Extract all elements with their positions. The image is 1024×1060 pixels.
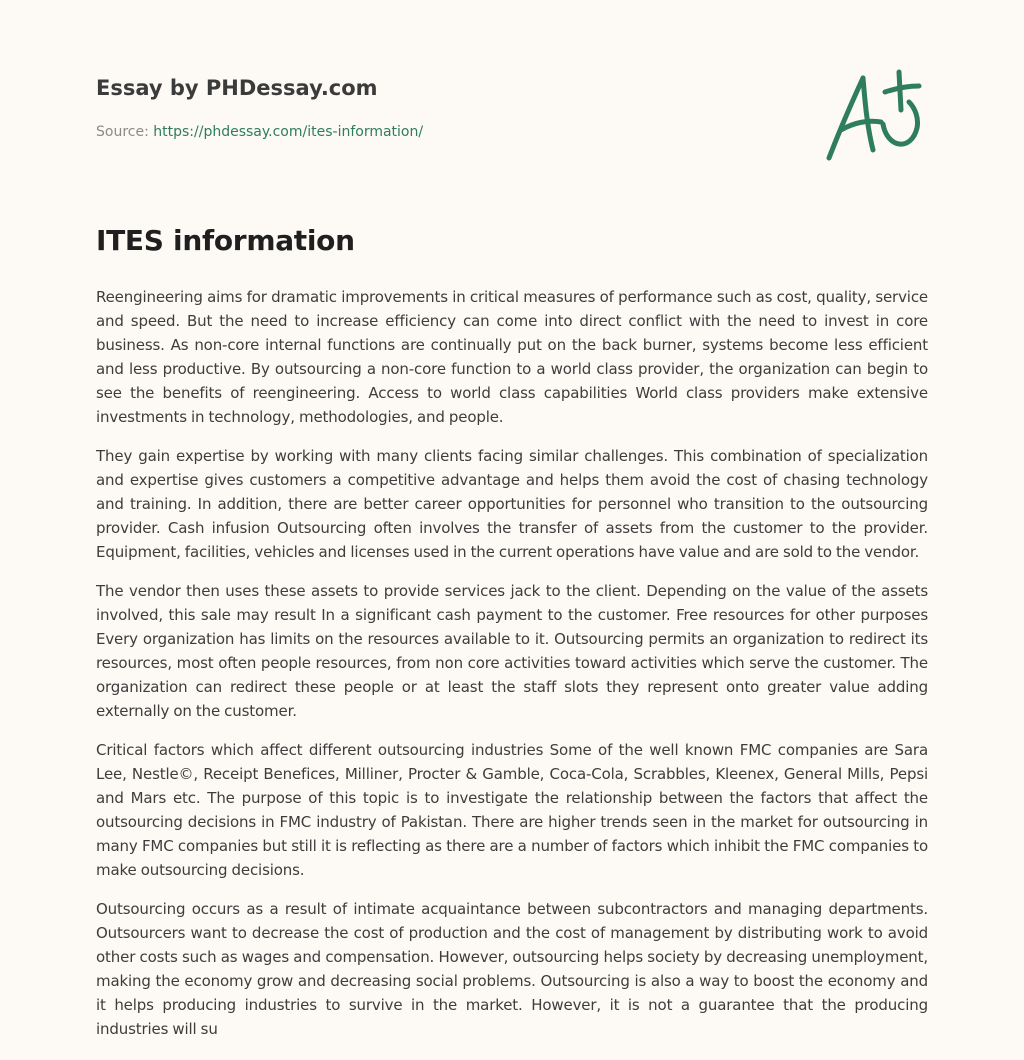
paragraph: Outsourcing occurs as a result of intimate acquaintance between subcontractors and managing departments. Outsourcers want to decrease the cost of production and the cost of management by distributing work to avoid other costs such as wages and compensation. However, outsourcing helps society by decreasing unemployment, making the economy grow and decreasing social problems. Outsourcing is also a way to boost the economy and it helps producing industries to survive in the market. However, it is not a guarantee that the producing industries will su: [96, 900, 928, 1038]
a-plus-grade-icon: [823, 66, 927, 166]
paragraph: Critical factors which affect different outsourcing industries Some of the well known FMC companies are Sara Lee, Nestle©, Receipt Benefices, Milliner, Procter & Gamble, Coca-Cola, Scrabbles, Kleenex, General Mills, Pepsi and Mars etc. The purpose of this topic is to investigate the relationship between the factors that affect the outsourcing decisions in FMC industry of Pakistan. There are higher trends seen in the market for outsourcing in many FMC companies but still it is reflecting as there are a number of factors which inhibit the FMC companies to make outsourcing decisions.: [96, 741, 928, 879]
source-link[interactable]: https://phdessay.com/ites-information/: [153, 124, 424, 140]
paragraph: The vendor then uses these assets to provide services jack to the client. Depending on the value of the assets involved, this sale may result In a significant cash payment to the customer. Free resources for other purposes Every organization has limits on the resources available to it. Outsourcing permits an organization to redirect its resources, most often people resources, from non core activities toward activities which serve the customer. The organization can redirect these people or at least the staff slots they represent onto greater value adding externally on the customer.: [96, 582, 928, 720]
essay-body: [96, 285, 928, 1056]
paragraph: Reengineering aims for dramatic improvements in critical measures of performance such as cost, quality, service and speed. But the need to increase efficiency can come into direct conflict with the need to invest in core business. As non-core internal functions are continually put on the back burner, systems become less efficient and less productive. By outsourcing a non-core function to a world class provider, the organization can begin to see the benefits of reengineering. Access to world class capabilities World class providers make extensive investments in technology, methodologies, and people.: [96, 288, 928, 426]
source-line: [96, 124, 423, 140]
essay-title: ITES information: [96, 224, 355, 257]
site-brand: Essay by PHDessay.com: [96, 76, 378, 100]
source-label: Source:: [96, 124, 149, 140]
paragraph: They gain expertise by working with many clients facing similar challenges. This combination of specialization and expertise gives customers a competitive advantage and helps them avoid the cost of chasing technology and training. In addition, there are better career opportunities for personnel who transition to the outsourcing provider. Cash infusion Outsourcing often involves the transfer of assets from the customer to the provider. Equipment, facilities, vehicles and licenses used in the current operations have value and are sold to the vendor.: [96, 447, 928, 561]
